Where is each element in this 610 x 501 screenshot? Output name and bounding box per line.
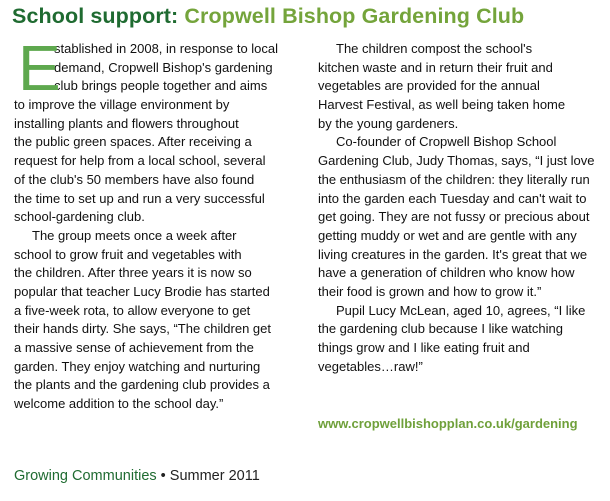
left-column: [14, 32, 314, 414]
text-line: the time to set up and run a very successful: [14, 190, 265, 206]
text-line: a massive sense of achievement from the: [14, 340, 254, 355]
article-headline: [12, 4, 524, 29]
text-line: Co-founder of Cropwell Bishop School: [336, 134, 557, 150]
text-line: popular that teacher Lucy Brodie has started: [14, 283, 270, 299]
text-line: Gardening Club, Judy Thomas, says, “I just love: [318, 153, 595, 169]
text-line: Pupil Lucy McLean, aged 10, agrees, “I like: [336, 302, 586, 318]
text-line: school-gardening club.: [14, 209, 145, 225]
drop-cap: E: [18, 32, 61, 104]
text-line: The group meets once a week after: [32, 227, 237, 243]
text-line: the enthusiasm of the children: they literally run: [318, 171, 590, 187]
footer: [14, 468, 260, 484]
text-line: living creatures in the garden. It's great that we: [318, 246, 588, 262]
text-line: a five-week rota, to allow everyone to get: [14, 302, 251, 318]
text-line: the public green spaces. After receiving a: [14, 134, 252, 150]
text-line: welcome addition to the school day.”: [14, 396, 224, 412]
text-line: to improve the village environment by: [14, 97, 230, 113]
text-line: the children. After three years it is now so: [14, 265, 252, 281]
text-line: request for help from a local school, several: [14, 153, 266, 169]
text-line: get going. They are not fussy or precious about: [318, 209, 590, 225]
text-line: vegetables are provided for the annual: [318, 78, 540, 94]
text-line: Harvest Festival, as well being taken home: [318, 97, 566, 113]
text-line: The children compost the school's: [336, 41, 533, 56]
text-line: school to grow fruit and vegetables with: [14, 246, 242, 262]
text-line: garden. They enjoy watching and nurturing: [14, 358, 261, 374]
text-line: have a generation of children who know how: [318, 265, 575, 281]
issue-date: Summer 2011: [169, 468, 260, 484]
text-line: of the club's 50 members have also found: [14, 171, 255, 187]
text-line: getting muddy or wet and are gentle with any: [318, 227, 577, 243]
footer-bullet: •: [160, 468, 166, 484]
text-line: the plants and the gardening club provides a: [14, 377, 270, 393]
text-line: installing plants and flowers throughout: [14, 115, 239, 131]
text-line: their food is grown and how to grow it.”: [318, 283, 542, 299]
section-label: School support:: [12, 4, 179, 28]
text-line: into the garden each Tuesday and can't wait to: [318, 190, 587, 206]
website-link[interactable]: www.cropwellbishopplan.co.uk/gardening: [318, 416, 578, 431]
text-line: club brings people together and aims: [54, 78, 268, 94]
text-line: demand, Cropwell Bishop's gardening: [54, 59, 273, 75]
text-line: stablished in 2008, in response to local: [54, 41, 279, 56]
text-line: kitchen waste and in return their fruit and: [318, 59, 553, 75]
text-line: things grow and I like eating fruit and: [318, 340, 530, 355]
right-column: [318, 40, 604, 376]
article-title: Cropwell Bishop Gardening Club: [184, 4, 525, 28]
text-line: their hands dirty. She says, “The children get: [14, 321, 271, 337]
text-line: vegetables…raw!”: [318, 358, 423, 374]
publication-name: Growing Communities: [14, 468, 157, 484]
text-line: by the young gardeners.: [318, 115, 459, 131]
text-line: the gardening club because I like watching: [318, 321, 563, 337]
